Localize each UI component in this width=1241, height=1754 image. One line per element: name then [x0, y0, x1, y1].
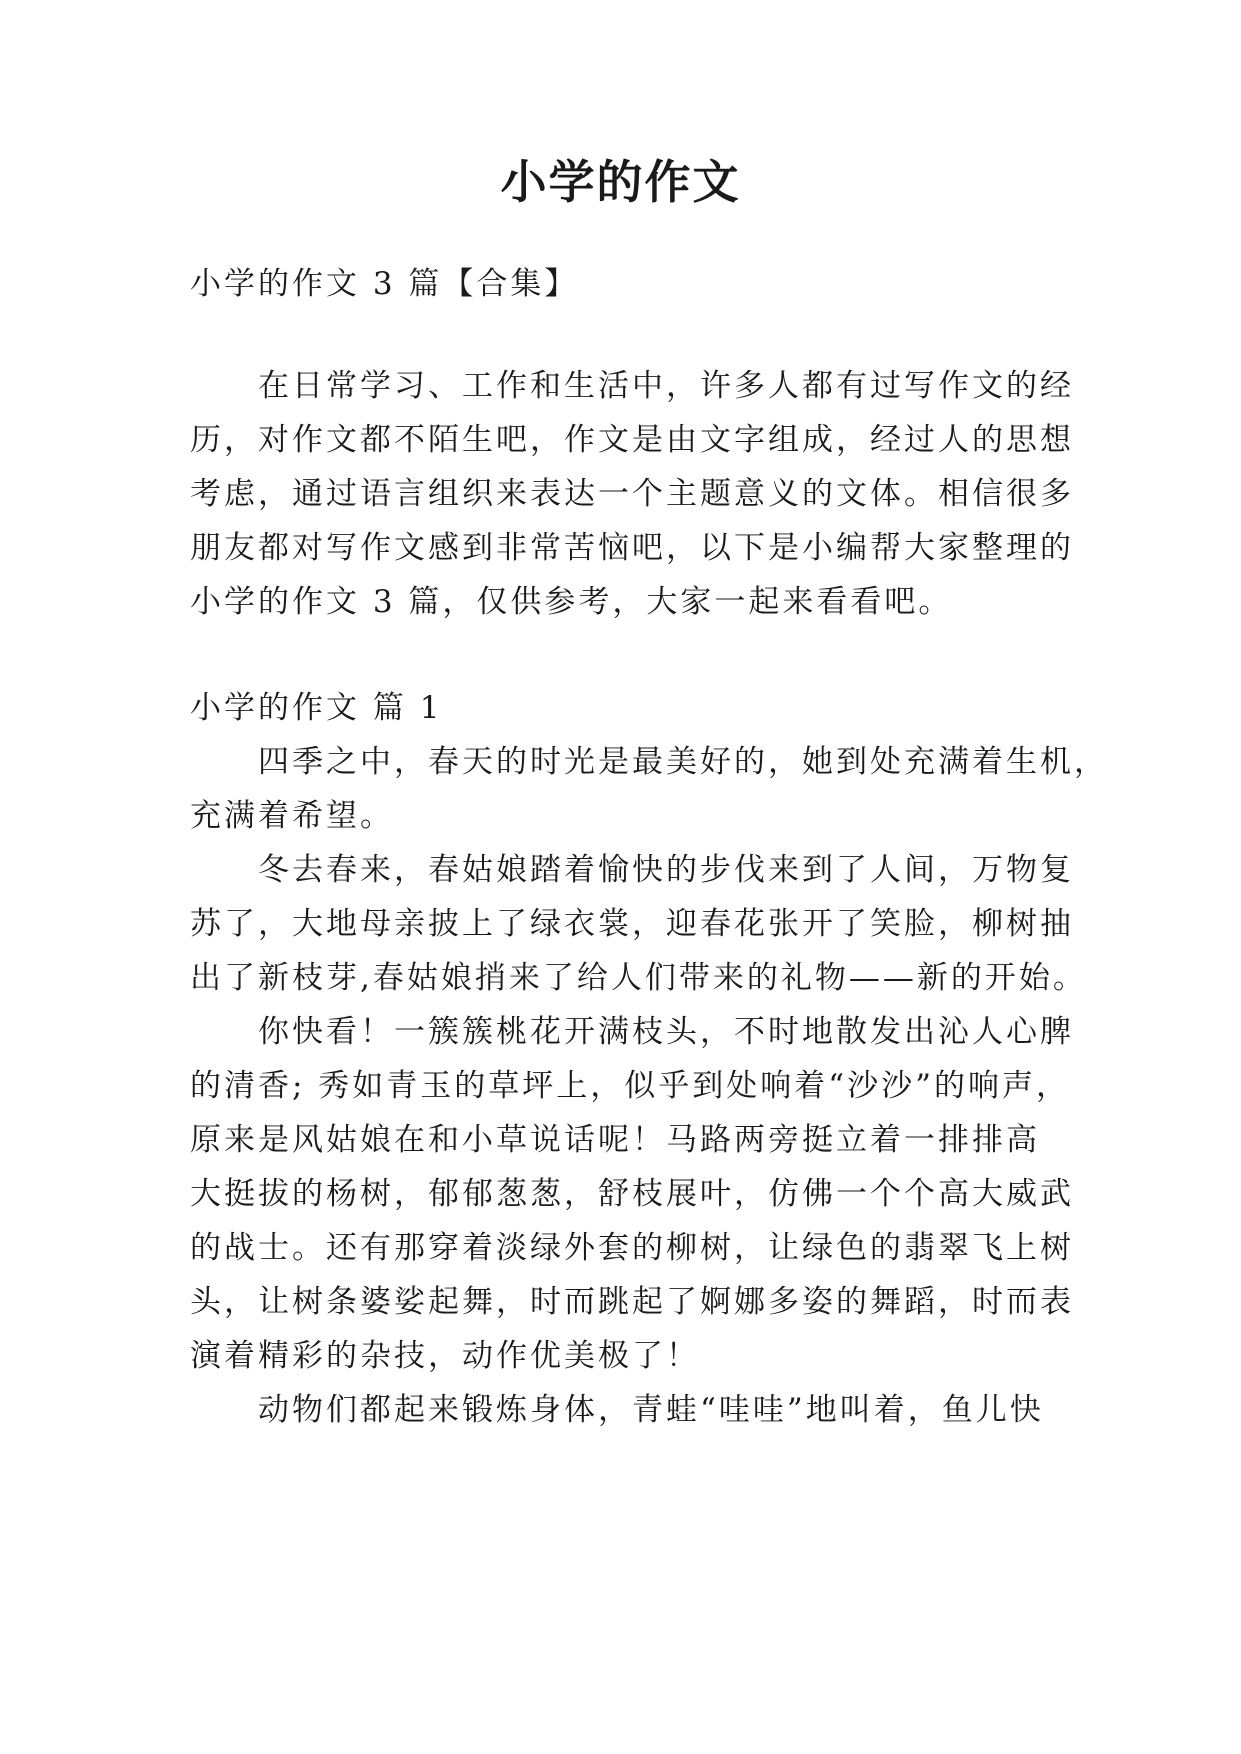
intro-line: 小学的作文 3 篇，仅供参考，大家一起来看看吧。: [190, 584, 953, 620]
intro-line: 朋友都对写作文感到非常苦恼吧，以下是小编帮大家整理的: [190, 530, 1074, 566]
body-line: 充满着希望。: [190, 798, 394, 834]
body-line: 原来是风姑娘在和小草说话呢！马路两旁挺立着一排排高: [190, 1122, 1040, 1158]
intro-line: 历，对作文都不陌生吧，作文是由文字组成，经过人的思想: [190, 422, 1074, 458]
body-line: 动物们都起来锻炼身体，青蛙“哇哇”地叫着，鱼儿快: [258, 1392, 1044, 1428]
body-line: 冬去春来，春姑娘踏着愉快的步伐来到了人间，万物复: [258, 852, 1074, 888]
body-line: 四季之中，春天的时光是最美好的，她到处充满着生机，: [258, 744, 1108, 780]
document-subtitle: 小学的作文 3 篇【合集】: [190, 266, 579, 302]
body-line: 头，让树条婆娑起舞，时而跳起了婀娜多姿的舞蹈，时而表: [190, 1284, 1074, 1320]
intro-line: 在日常学习、工作和生活中，许多人都有过写作文的经: [258, 368, 1074, 404]
body-line: 演着精彩的杂技，动作优美极了！: [190, 1338, 700, 1374]
body-line: 出了新枝芽,春姑娘捎来了给人们带来的礼物——新的开始。: [190, 960, 1087, 996]
page-title: 小学的作文: [500, 155, 741, 209]
body-line: 大挺拔的杨树，郁郁葱葱，舒枝展叶，仿佛一个个高大威武: [190, 1176, 1074, 1212]
body-line: 你快看！一簇簇桃花开满枝头，不时地散发出沁人心脾: [258, 1014, 1074, 1050]
intro-line: 考虑，通过语言组织来表达一个主题意义的文体。相信很多: [190, 476, 1074, 512]
body-line: 的清香; 秀如青玉的草坪上，似乎到处响着“沙沙”的响声，: [190, 1068, 1070, 1104]
body-line: 苏了，大地母亲披上了绿衣裳，迎春花张开了笑脸，柳树抽: [190, 906, 1074, 942]
section-heading: 小学的作文 篇 1: [190, 690, 443, 726]
body-line: 的战士。还有那穿着淡绿外套的柳树，让绿色的翡翠飞上树: [190, 1230, 1074, 1266]
